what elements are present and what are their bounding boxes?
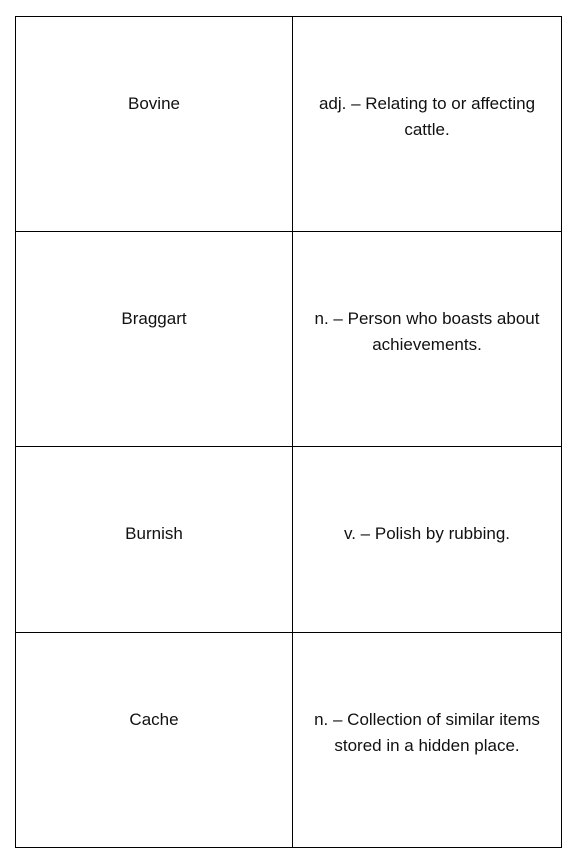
definition-cell: v. – Polish by rubbing.	[293, 447, 562, 633]
table-row	[16, 633, 562, 848]
term-cell: Bovine	[16, 17, 293, 232]
table-row	[16, 447, 562, 633]
term-cell: Braggart	[16, 232, 293, 447]
table-row	[16, 232, 562, 447]
definition-cell: n. – Person who boasts about achievements.	[293, 232, 562, 447]
term-cell: Cache	[16, 633, 293, 848]
table-row	[16, 17, 562, 232]
definition-cell: adj. – Relating to or affecting cattle.	[293, 17, 562, 232]
definition-cell: n. – Collection of similar items stored in a hidden place.	[293, 633, 562, 848]
vocabulary-table	[15, 16, 562, 848]
term-cell: Burnish	[16, 447, 293, 633]
